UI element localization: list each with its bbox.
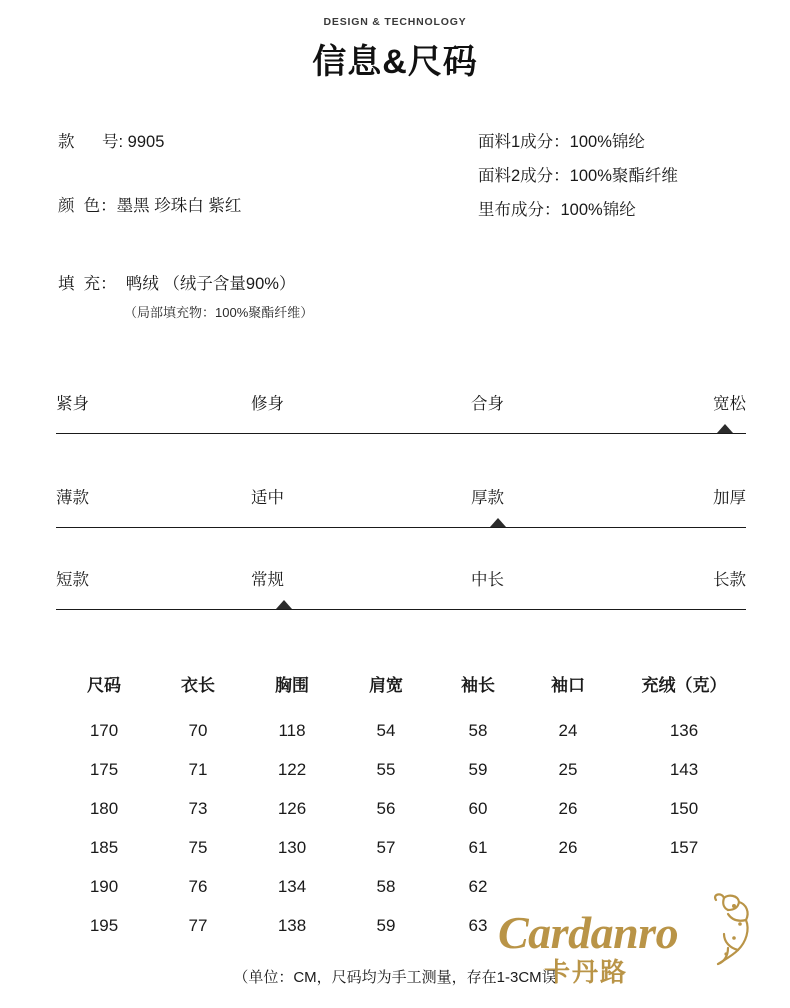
table-cell: 130 (277, 838, 307, 857)
size-table-header-cell: 衣长 (181, 676, 215, 695)
thickness-slider-labels (56, 484, 746, 506)
table-cell: 175 (89, 760, 119, 779)
table-header-row (56, 662, 756, 712)
spec-filling: 填 充： 鸭绒 （绒子含量90%） (58, 275, 296, 293)
size-table-header-cell: 袖长 (461, 676, 495, 695)
page-title: 信息&尺码 (312, 43, 478, 81)
fit-label-0: 紧身 (56, 395, 89, 413)
table-cell: 63 (468, 916, 488, 935)
table-cell: 58 (376, 877, 396, 896)
table-cell: 157 (669, 838, 699, 857)
table-cell: 136 (669, 721, 699, 740)
length-label-3: 长款 (713, 571, 746, 589)
table-cell: 118 (278, 721, 306, 740)
table-cell: 58 (468, 721, 488, 740)
brand-logo (498, 890, 768, 986)
fit-slider-labels (56, 390, 746, 412)
fit-label-1: 修身 (251, 395, 284, 413)
table-row (56, 712, 756, 751)
table-cell: 73 (188, 799, 208, 818)
length-slider (56, 566, 746, 610)
fit-slider-marker-icon (717, 424, 733, 433)
thickness-slider-track (56, 527, 746, 528)
table-cell: 180 (89, 799, 119, 818)
table-cell: 143 (669, 760, 699, 779)
table-cell: 60 (468, 799, 488, 818)
table-cell: 138 (277, 916, 307, 935)
size-table-header-cell: 充绒（克） (641, 676, 727, 695)
length-label-2: 中长 (471, 571, 504, 589)
table-cell: 122 (277, 760, 307, 779)
length-slider-labels (56, 566, 746, 588)
spec-color: 颜 色：墨黑 珍珠白 紫红 (58, 197, 242, 215)
table-cell: 26 (558, 799, 578, 818)
fit-label-2: 合身 (471, 395, 504, 413)
table-cell: 55 (376, 760, 396, 779)
table-row (56, 790, 756, 829)
brand-logo-wordmark: Cardanro (498, 907, 679, 958)
fit-label-3: 宽松 (713, 395, 746, 413)
table-cell: 62 (468, 877, 488, 896)
table-cell: 70 (188, 721, 208, 740)
spec-lining: 里布成分：100%锦纶 (478, 201, 636, 219)
table-cell: 54 (376, 721, 396, 740)
length-label-0: 短款 (56, 571, 89, 589)
thickness-label-0: 薄款 (56, 489, 89, 507)
table-cell: 26 (558, 838, 578, 857)
length-slider-marker-icon (276, 600, 292, 609)
leopard-mark-icon (698, 890, 762, 968)
table-cell: 24 (558, 721, 578, 740)
thickness-slider (56, 484, 746, 528)
size-table-header-cell: 尺码 (87, 676, 121, 695)
size-table-header-cell: 肩宽 (369, 676, 403, 695)
table-cell: 57 (376, 838, 396, 857)
table-cell: 59 (468, 760, 488, 779)
table-cell: 134 (277, 877, 307, 896)
table-cell: 59 (376, 916, 396, 935)
table-cell: 56 (376, 799, 396, 818)
thickness-slider-marker-icon (490, 518, 506, 527)
table-cell: 77 (188, 916, 208, 935)
length-slider-track (56, 609, 746, 610)
table-row (56, 751, 756, 790)
table-cell: 25 (558, 760, 578, 779)
table-cell: 71 (188, 760, 208, 779)
table-cell: 170 (89, 721, 119, 740)
measurement-footnote: （单位：CM，尺码均为手工测量，存在1-3CM误 (233, 969, 557, 986)
spec-style-number: 款 号: 9905 (58, 133, 165, 151)
table-cell: 195 (89, 916, 119, 935)
table-cell: 61 (468, 838, 488, 857)
table-row (56, 829, 756, 868)
size-table-header-cell: 胸围 (275, 676, 309, 695)
table-cell: 75 (188, 838, 208, 857)
thickness-label-1: 适中 (251, 489, 284, 507)
table-cell: 190 (89, 877, 119, 896)
fit-slider (56, 390, 746, 434)
size-table-header-cell: 袖口 (551, 676, 585, 695)
eyebrow-text: DESIGN & TECHNOLOGY (323, 16, 467, 28)
thickness-label-2: 厚款 (471, 489, 504, 507)
thickness-label-3: 加厚 (713, 489, 746, 507)
table-cell: 76 (188, 877, 208, 896)
spec-fabric-2: 面料2成分：100%聚酯纤维 (478, 167, 678, 185)
brand-logo-chinese: 卡丹路 (544, 957, 629, 987)
spec-fabric-1: 面料1成分：100%锦纶 (478, 133, 645, 151)
table-cell: 185 (89, 838, 119, 857)
fit-slider-track (56, 433, 746, 434)
spec-filling-sub: （局部填充物：100%聚酯纤维） (124, 305, 314, 320)
table-cell: 126 (277, 799, 307, 818)
length-label-1: 常规 (251, 571, 284, 589)
table-cell: 150 (669, 799, 699, 818)
